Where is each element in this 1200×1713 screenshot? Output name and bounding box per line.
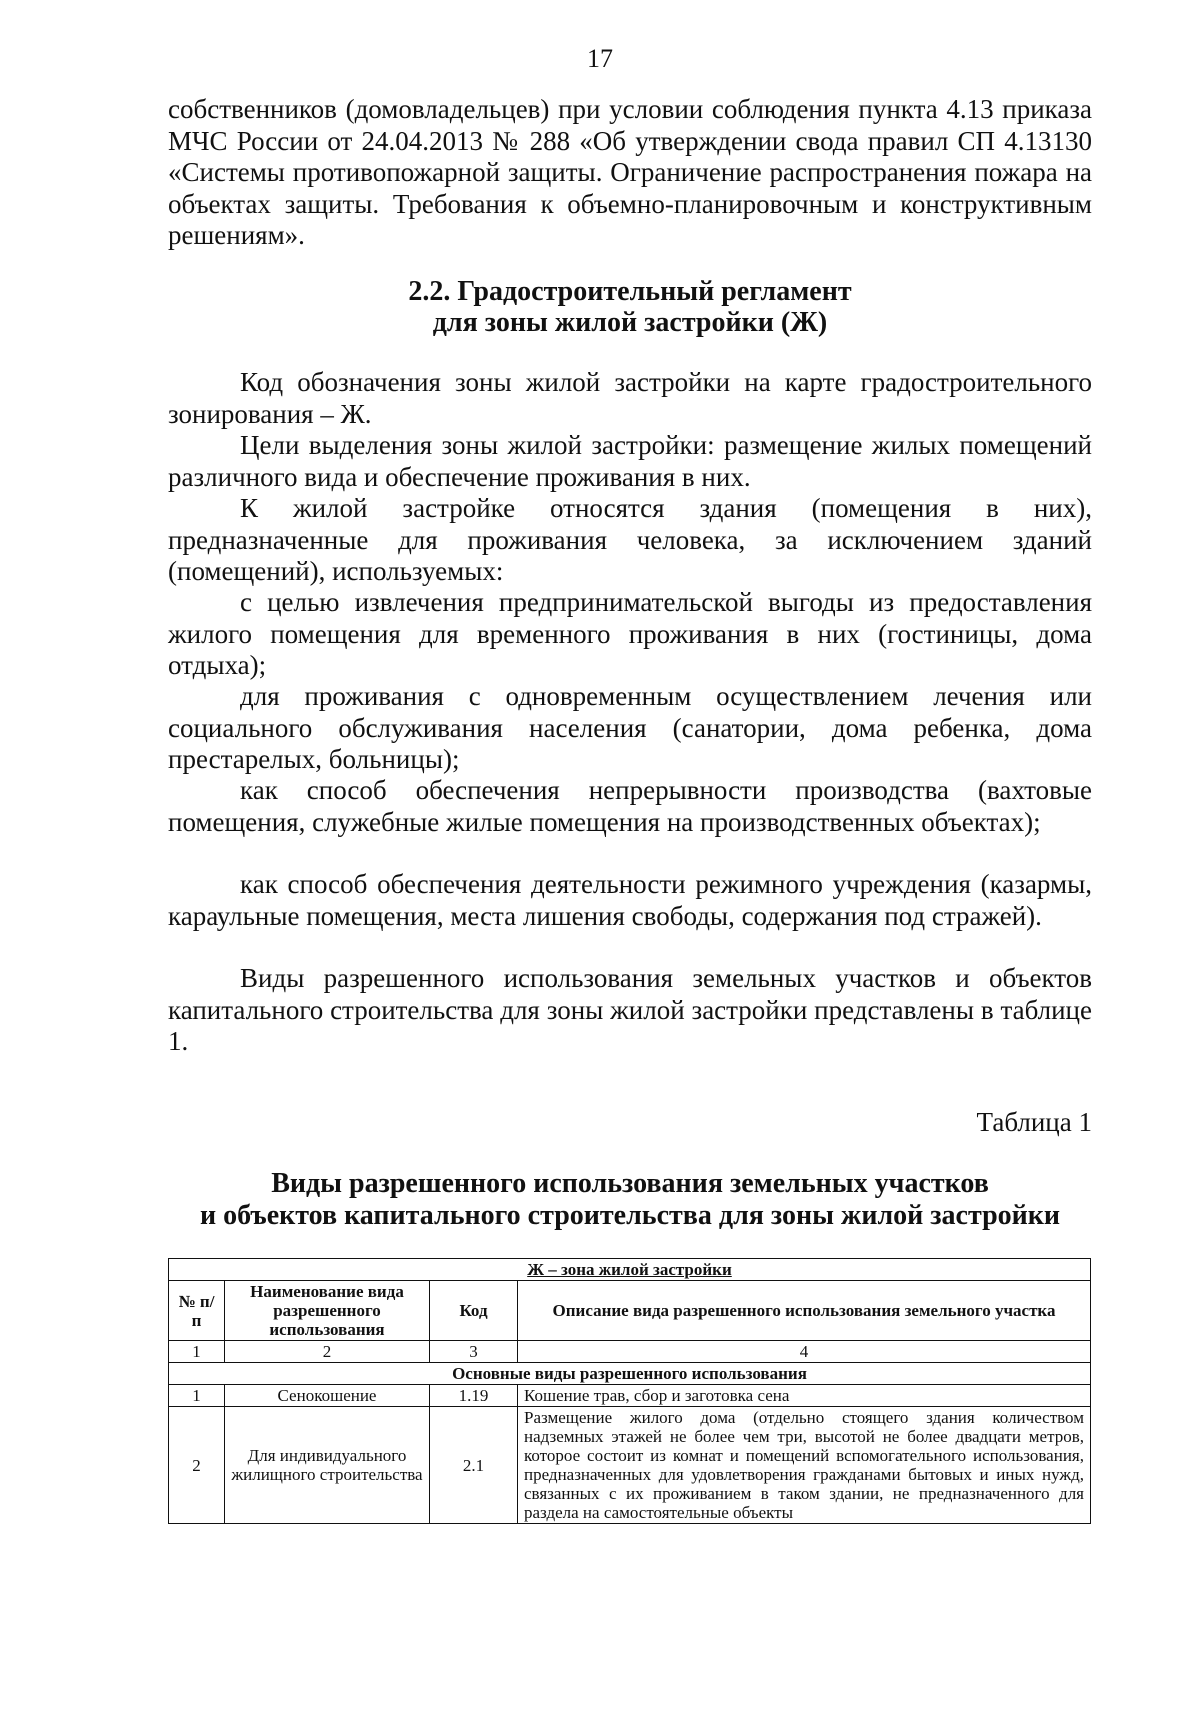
table-title-line1: Виды разрешенного использования земельных участков <box>271 1168 989 1199</box>
row-name: Для индивидуального жилищного строительства <box>225 1407 430 1524</box>
col-number: 4 <box>518 1341 1091 1363</box>
row-code: 1.19 <box>430 1385 518 1407</box>
row-name: Сенокошение <box>225 1385 430 1407</box>
col-header-desc: Описание вида разрешенного использования земельного участка <box>518 1281 1091 1341</box>
row-desc: Кошение трав, сбор и заготовка сена <box>518 1385 1091 1407</box>
land-use-table <box>168 1258 1091 1524</box>
section-row-main-uses: Основные виды разрешенного использования <box>169 1363 1091 1385</box>
row-code: 2.1 <box>430 1407 518 1524</box>
paragraph-exclusion-production: как способ обеспечения непрерывности производства (вахтовые помещения, служебные жилые помещения на производственных объектах); <box>168 775 1092 837</box>
row-num: 2 <box>169 1407 225 1524</box>
col-number: 3 <box>430 1341 518 1363</box>
paragraph-zone-goals: Цели выделения зоны жилой застройки: размещение жилых помещений различного вида и обеспечение проживания в них. <box>168 430 1092 492</box>
paragraph-zone-code: Код обозначения зоны жилой застройки на карте градостроительного зонирования – Ж. <box>168 367 1092 429</box>
col-header-name: Наименование вида разрешенного использования <box>225 1281 430 1341</box>
section-heading-line1: 2.2. Градостроительный регламент <box>408 276 852 307</box>
table-title-line2: и объектов капитального строительства для зоны жилой застройки <box>199 1200 1061 1231</box>
zone-header: Ж – зона жилой застройки <box>169 1259 1091 1281</box>
section-heading-line2: для зоны жилой застройки (Ж) <box>432 307 828 338</box>
row-desc: Размещение жилого дома (отдельно стоящего здания количеством надземных этажей не более чем три, высотой не более двадцати метров, которое состоит из комнат и помещений вспомогательного использования, предназначенных для удовлетворения гражданами бытовых и иных нужд, связанных с их проживанием в таком здании, не предназначенного для раздела на самостоятельные объекты <box>518 1407 1091 1524</box>
paragraph-exclusion-regime: как способ обеспечения деятельности режимного учреждения (казармы, караульные помещения, места лишения свободы, содержания под стражей). <box>168 869 1092 931</box>
table-row <box>169 1385 1091 1407</box>
col-number: 2 <box>225 1341 430 1363</box>
table-label: Таблица 1 <box>976 1107 1092 1137</box>
col-header-num: № п/п <box>169 1281 225 1341</box>
paragraph-exclusion-hotels: с целью извлечения предпринимательской выгоды из предоставления жилого помещения для временного проживания в них (гостиницы, дома отдыха); <box>168 587 1092 680</box>
row-num: 1 <box>169 1385 225 1407</box>
col-header-code: Код <box>430 1281 518 1341</box>
paragraph-exclusion-medical: для проживания с одновременным осуществлением лечения или социального обслуживания населения (санатории, дома ребенка, дома престарелых, больницы); <box>168 681 1092 774</box>
paragraph-table-reference: Виды разрешенного использования земельных участков и объектов капитального строительства для зоны жилой застройки представлены в таблице 1. <box>168 963 1092 1056</box>
page-number: 17 <box>587 44 613 73</box>
table-row <box>169 1407 1091 1524</box>
col-number: 1 <box>169 1341 225 1363</box>
paragraph-owners: собственников (домовладельцев) при условии соблюдения пункта 4.13 приказа МЧС России от 24.04.2013 № 288 «Об утверждении свода правил СП 4.13130 «Системы противопожарной защиты. Ограничение распространения пожара на объектах защиты. Требования к объемно-планировочным и конструктивным решениям». <box>168 94 1092 250</box>
paragraph-residential-def: К жилой застройке относятся здания (помещения в них), предназначенные для проживания человека, за исключением зданий (помещений), используемых: <box>168 493 1092 586</box>
